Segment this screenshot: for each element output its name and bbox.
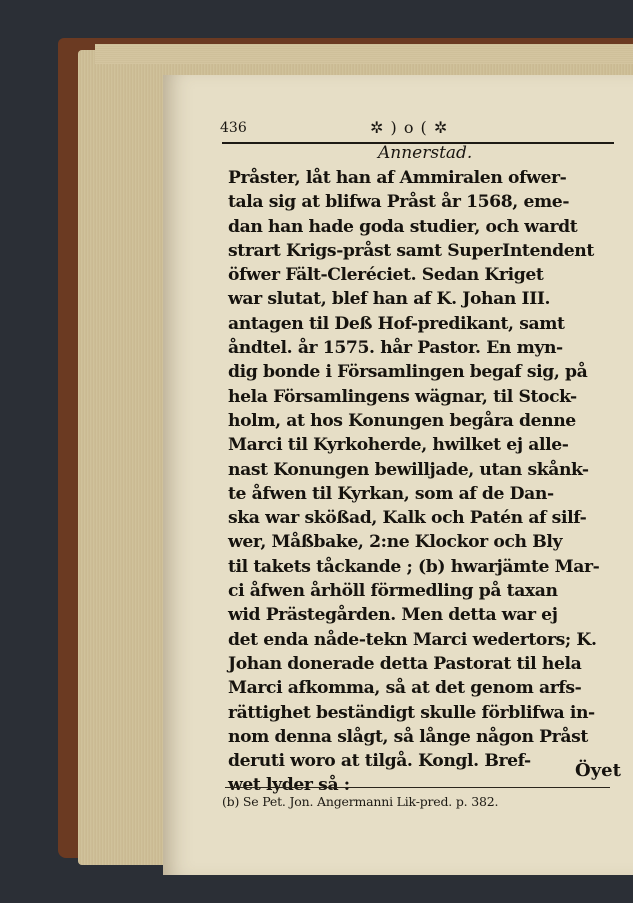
text-line: nom denna slågt, så långe någon Pråst xyxy=(228,726,588,747)
text-line: dan han hade goda studier, och wardt xyxy=(228,216,578,237)
page-number: 436 xyxy=(220,120,247,136)
text-line: war slutat, blef han af K. Johan III. xyxy=(228,289,551,310)
footnote: (b) Se Pet. Jon. Angermanni Lik-pred. p. 382. xyxy=(222,794,499,809)
text-line: ci åfwen århöll förmedling på taxan xyxy=(228,581,558,602)
text-line: wet lyder så : xyxy=(228,775,350,796)
text-line: wid Prästegården. Men detta war ej xyxy=(228,605,558,626)
text-line: te åfwen til Kyrkan, som af de Dan- xyxy=(228,483,554,504)
text-line: åndtel. år 1575. hår Pastor. En myn- xyxy=(228,338,563,359)
page-edges-top xyxy=(95,44,633,64)
text-line: det enda nåde-tekn Marci wedertors; K. xyxy=(228,629,597,650)
text-line: öfwer Fält-Cleréciet. Sedan Kriget xyxy=(228,265,544,286)
text-line: antagen til Deß Hof-predikant, samt xyxy=(228,313,565,334)
text-line: holm, at hos Konungen begåra denne xyxy=(228,410,576,431)
text-line: tala sig at blifwa Pråst år 1568, eme- xyxy=(228,192,570,213)
page-header xyxy=(220,118,620,140)
header-ornament: ✲ ) o ( ✲ xyxy=(370,118,449,137)
text-line: hela Församlingens wägnar, til Stock- xyxy=(228,386,577,407)
text-line: wer, Måßbake, 2:ne Klockor och Bly xyxy=(228,532,563,553)
text-line: Marci afkomma, så at det genom arfs- xyxy=(228,678,582,699)
text-line: rättighet beständigt skulle förblifwa in- xyxy=(228,702,595,723)
text-line: dig bonde i Församlingen begaf sig, på xyxy=(228,362,588,383)
body-text xyxy=(228,166,613,798)
text-line: nast Konungen bewilljade, utan skånk- xyxy=(228,459,589,480)
catchword: Öyet xyxy=(575,760,621,781)
text-line: strart Krigs-pråst samt SuperIntendent xyxy=(228,240,594,261)
text-line: ska war skößad, Kalk och Patén af silf- xyxy=(228,508,587,529)
footnote-rule xyxy=(225,787,610,788)
text-line: deruti woro at tilgå. Kongl. Bref- xyxy=(228,751,531,772)
running-head: Annerstad. xyxy=(378,143,473,163)
text-line: til takets tåckande ; (b) hwarjämte Mar- xyxy=(228,556,600,577)
text-line: Johan donerade detta Pastorat til hela xyxy=(228,653,582,674)
text-line: Pråster, låt han af Ammiralen ofwer- xyxy=(228,168,567,188)
text-line: Marci til Kyrkoherde, hwilket ej alle- xyxy=(228,435,569,456)
